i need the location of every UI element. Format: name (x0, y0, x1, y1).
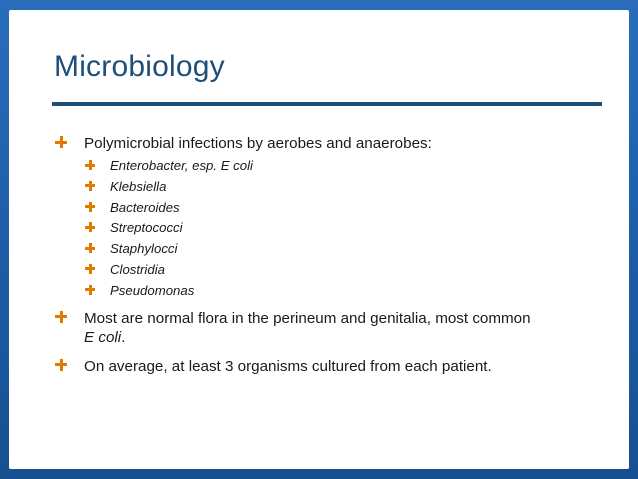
sub-bullet-text: Bacteroides (110, 199, 180, 215)
sub-bullet-klebsiella (48, 179, 608, 195)
organism-list (84, 158, 608, 299)
slide-body (48, 134, 608, 386)
sub-bullet-clostridia (48, 262, 608, 278)
plus-icon (84, 159, 96, 171)
sub-bullet-enterobacter (48, 158, 608, 174)
sub-bullet-text: Pseudomonas (110, 282, 195, 298)
slide-title: Microbiology (54, 50, 225, 83)
sub-bullet-text: Clostridia (110, 261, 165, 277)
sub-bullet-staphylocci (48, 241, 608, 257)
bullet-text: Polymicrobial infections by aerobes and anaerobes: (84, 135, 432, 152)
bullet-text: On average, at least 3 organisms cultured from each patient. (84, 357, 492, 375)
plus-icon (54, 310, 68, 324)
plus-icon (84, 180, 96, 192)
sub-bullet-text: Enterobacter, esp. E coli (110, 158, 253, 173)
bullet-text-italic: E coli (84, 328, 122, 346)
plus-icon (84, 201, 96, 213)
plus-icon (84, 263, 96, 275)
bullet-text: Most are normal flora in the perineum and genitalia, most common (84, 309, 531, 327)
plus-icon (84, 221, 96, 233)
sub-bullet-text: Staphylocci (110, 241, 178, 257)
sub-bullet-streptococci (48, 220, 608, 236)
sub-bullet-text: Klebsiella (110, 178, 167, 194)
bullet-polymicrobial (48, 134, 608, 299)
plus-icon (84, 242, 96, 254)
sub-bullet-pseudomonas (48, 283, 608, 299)
plus-icon (84, 284, 96, 296)
sub-bullet-bacteroides (48, 200, 608, 216)
bullet-normal-flora (48, 309, 608, 347)
bullet-organism-count (48, 357, 608, 376)
sub-bullet-text: Streptococci (110, 220, 183, 236)
title-underline (52, 102, 602, 106)
plus-icon (54, 358, 68, 372)
plus-icon (54, 135, 68, 149)
bullet-text-end: . (121, 328, 126, 346)
